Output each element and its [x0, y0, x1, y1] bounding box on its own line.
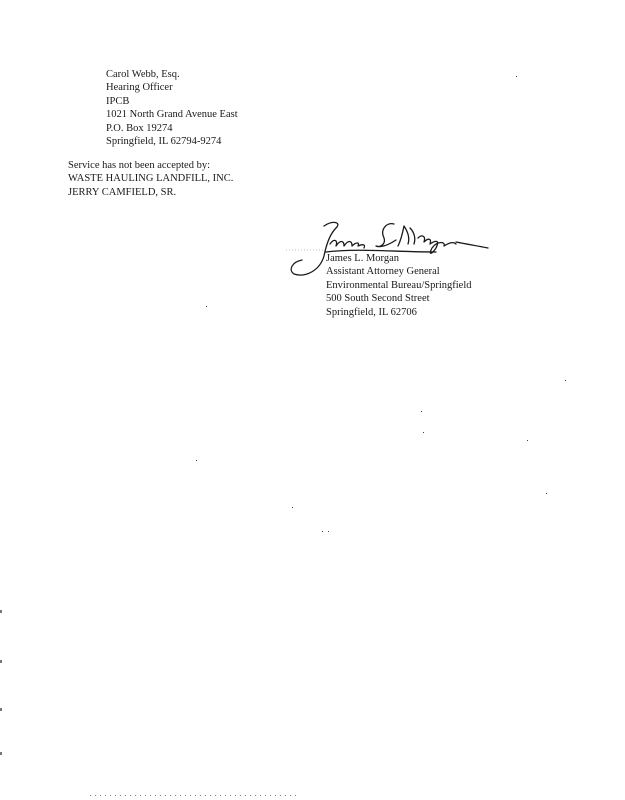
- recipient-name: Carol Webb, Esq.: [106, 69, 180, 80]
- signer-block: [326, 252, 472, 319]
- scan-edge-mark: [0, 660, 2, 663]
- scan-speck: [292, 507, 293, 508]
- scan-speck: [423, 432, 424, 433]
- scan-edge-mark: [0, 610, 2, 613]
- scan-speck: [322, 531, 323, 532]
- service-party-person: JERRY CAMFIELD, SR.: [68, 186, 177, 198]
- service-note: [68, 159, 233, 199]
- signer-street: 500 South Second Street: [326, 293, 430, 305]
- recipient-address: [106, 68, 238, 148]
- service-party-company: WASTE HAULING LANDFILL, INC.: [68, 173, 234, 185]
- scan-speck: [196, 460, 197, 461]
- scan-speck: [206, 306, 207, 307]
- signer-title: Assistant Attorney General: [326, 266, 440, 278]
- recipient-po-box: P.O. Box 19274: [106, 122, 173, 134]
- scan-speck: [421, 411, 422, 412]
- signer-department: Environmental Bureau/Springfield: [326, 279, 472, 291]
- signer-city: Springfield, IL 62706: [326, 306, 417, 318]
- recipient-city: Springfield, IL 62794-9274: [106, 136, 222, 148]
- scan-edge-mark: [0, 708, 2, 711]
- recipient-title: Hearing Officer: [106, 82, 173, 94]
- service-note-heading: Service has not been accepted by:: [68, 160, 210, 171]
- scan-speck: [565, 380, 566, 381]
- scan-speck: [516, 76, 517, 77]
- scan-speck: [328, 531, 329, 532]
- scan-speck: [527, 440, 528, 441]
- recipient-organization: IPCB: [106, 95, 130, 107]
- recipient-street: 1021 North Grand Avenue East: [106, 109, 238, 121]
- scan-bottom-dots: [90, 795, 300, 796]
- signer-name: James L. Morgan: [326, 253, 400, 264]
- scan-edge-mark: [0, 752, 2, 755]
- scan-speck: [546, 493, 547, 494]
